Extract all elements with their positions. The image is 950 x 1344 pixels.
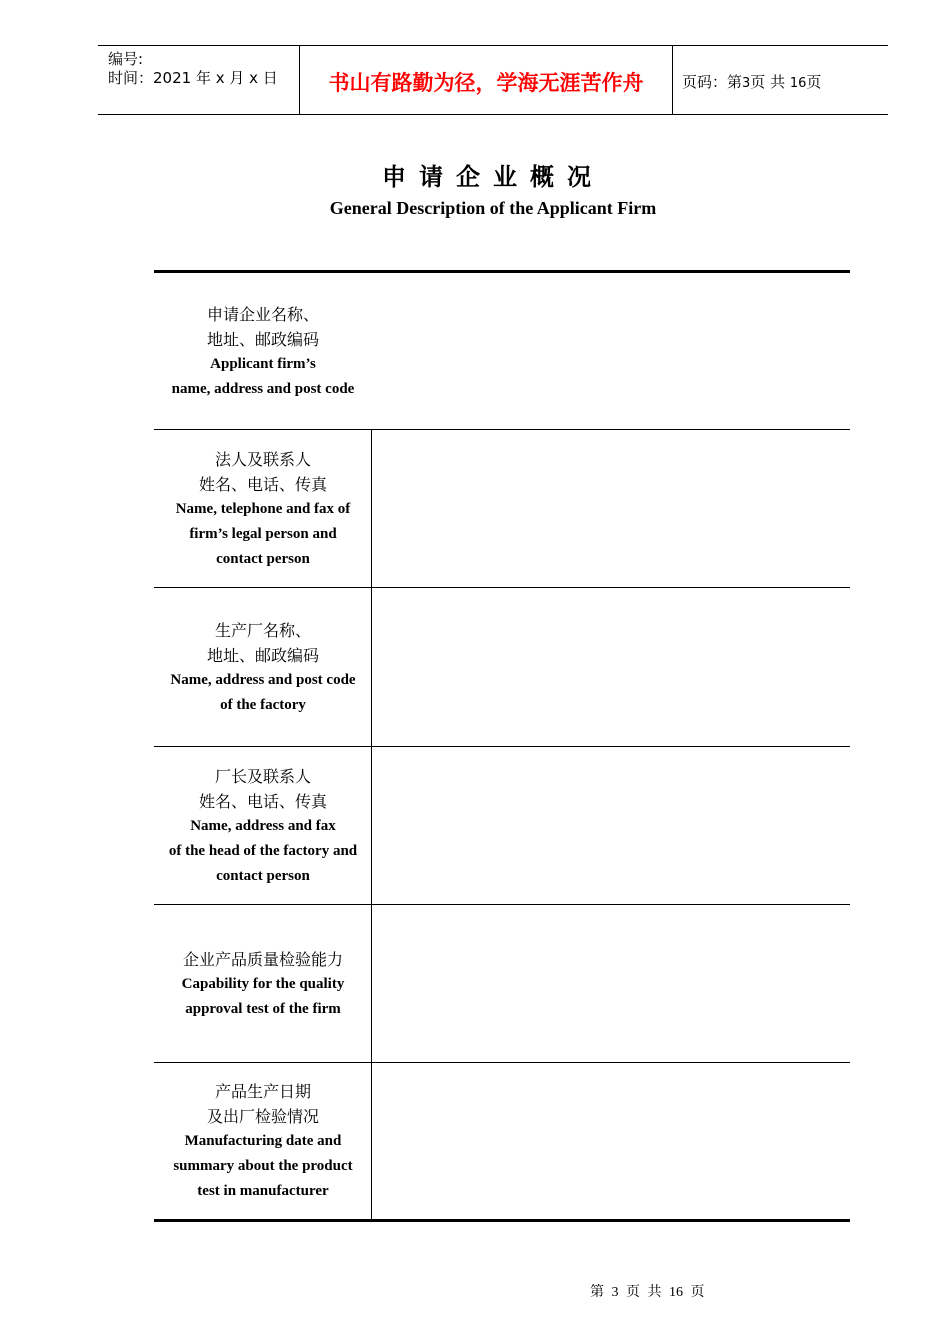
table-row: [154, 430, 850, 588]
table-row: [154, 747, 850, 905]
manufacturing-date-field[interactable]: [373, 1063, 850, 1219]
table-row: [154, 588, 850, 747]
inspection-capability-field[interactable]: [373, 905, 850, 1063]
motto: 书山有路勤为径，学海无涯苦作舟: [328, 71, 644, 95]
applicant-table: [154, 270, 850, 1222]
row-label-cn: 法人及联系人 姓名、电话、传真: [198, 449, 327, 494]
row-label-en: Manufacturing date and summary about the product test in manufacturer: [173, 1132, 353, 1199]
row-label: [154, 1063, 372, 1219]
row-label: [154, 747, 372, 905]
factory-head-field[interactable]: [373, 747, 850, 905]
time-label: 时间：2021 年 x 月 x 日: [108, 69, 278, 87]
page-title: 申请企业概况: [382, 163, 604, 191]
factory-name-field[interactable]: [373, 588, 850, 747]
page-footer: 第 3 页 共 16 页: [590, 1285, 705, 1300]
row-label-en: Applicant firm’s name, address and post code: [171, 355, 355, 397]
row-label-cn: 生产厂名称、 地址、邮政编码: [206, 620, 319, 665]
number-label: 编号:: [108, 50, 144, 68]
row-label-en: Name, address and fax of the head of the factory and contact person: [168, 817, 358, 884]
legal-person-field[interactable]: [373, 430, 850, 588]
table-row: [154, 905, 850, 1063]
row-label: [154, 905, 372, 1063]
row-label-en: Name, telephone and fax of firm’s legal person and contact person: [175, 500, 351, 567]
header-page-number: 页码：第3页 共 16页: [682, 73, 822, 91]
row-label-cn: 申请企业名称、 地址、邮政编码: [206, 304, 319, 349]
row-label: [154, 430, 372, 588]
row-label: [154, 273, 372, 430]
row-label-cn: 厂长及联系人 姓名、电话、传真: [198, 766, 327, 811]
table-row: [154, 1063, 850, 1219]
row-label-en: Capability for the quality approval test of the firm: [181, 975, 345, 1017]
row-label-cn: 产品生产日期 及出厂检验情况: [206, 1081, 319, 1126]
header-meta: [108, 50, 278, 88]
firm-name-field[interactable]: [373, 273, 850, 430]
table-row: [154, 273, 850, 430]
row-label-cn: 企业产品质量检验能力: [182, 949, 343, 969]
table-bottom-rule: [154, 1219, 850, 1222]
row-label: [154, 588, 372, 747]
row-label-en: Name, address and post code of the factory: [170, 671, 356, 713]
page-header: [98, 45, 888, 115]
page-subtitle: General Description of the Applicant Firm: [329, 198, 657, 218]
